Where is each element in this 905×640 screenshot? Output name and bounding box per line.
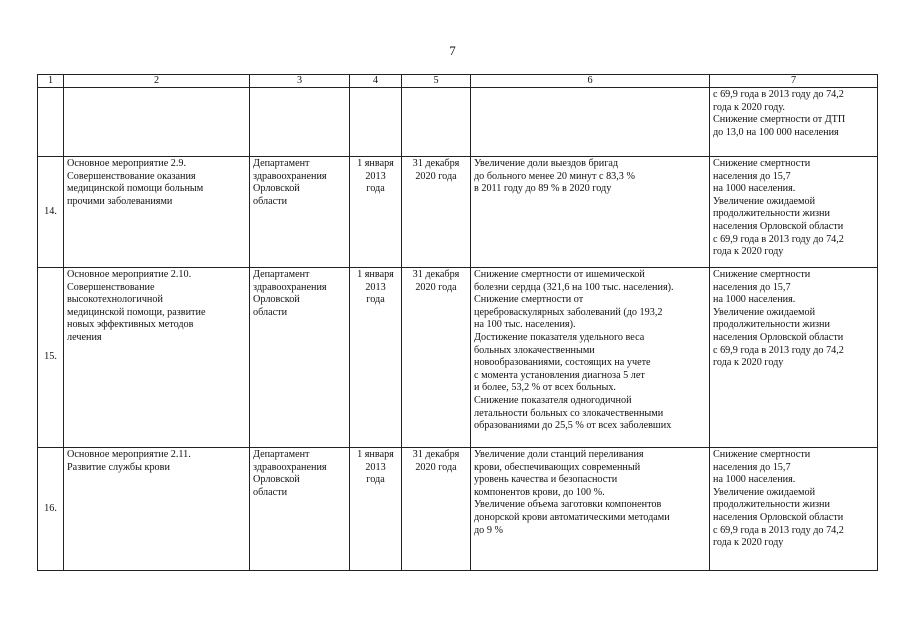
executor-cell — [250, 157, 350, 268]
cell-line: 2020 года — [415, 170, 457, 182]
cell-line: донорской крови автоматическими методами — [474, 511, 670, 523]
cell-line: здравоохранения — [253, 170, 327, 182]
cell-line: Департамент — [253, 449, 310, 460]
cell-line: года к 2020 году — [713, 246, 784, 258]
cell-line: новых эффективных методов — [67, 319, 194, 331]
cell-line: населения до 15,7 — [713, 461, 791, 473]
cell-line: до 13,0 на 100 000 населения — [713, 126, 839, 138]
table-row — [38, 268, 878, 448]
executor-cell — [250, 88, 350, 157]
cell-line: Орловской — [253, 183, 300, 195]
cell-line: прочими заболеваниями — [67, 195, 173, 207]
row-number-cell: 16. — [38, 448, 64, 571]
cell-line: 2013 — [365, 170, 386, 182]
cell-line: Снижение показателя одногодичной — [474, 394, 632, 406]
indicators-cell — [710, 448, 878, 571]
start-date-cell — [350, 268, 402, 448]
cell-line: здравоохранения — [253, 461, 327, 473]
cell-line: уровень качества и безопасности — [474, 474, 618, 486]
cell-line: образованиями до 25,5 % от всех заболевших — [474, 420, 672, 432]
cell-line: области — [253, 306, 288, 318]
activity-cell — [64, 157, 250, 268]
column-header: 5 — [402, 75, 471, 88]
result-cell — [471, 448, 710, 571]
cell-line: Основное мероприятие 2.9. — [67, 158, 187, 169]
indicators-cell — [710, 268, 878, 448]
cell-line: населения Орловской области — [713, 511, 844, 523]
activity-cell — [64, 448, 250, 571]
cell-line: 31 декабря — [412, 449, 460, 460]
cell-line: Увеличение объема заготовки компонентов — [474, 499, 662, 511]
column-header: 1 — [38, 75, 64, 88]
end-date-cell — [402, 448, 471, 571]
cell-line: населения Орловской области — [713, 220, 844, 232]
program-activities-table — [37, 74, 878, 571]
cell-line: Департамент — [253, 158, 310, 169]
row-number-cell: 15. — [38, 268, 64, 448]
cell-line: Увеличение ожидаемой — [713, 195, 816, 207]
cell-line: 31 декабря — [412, 269, 460, 280]
cell-line: Снижение смертности от ишемической — [474, 269, 645, 280]
row-number-cell — [38, 88, 64, 157]
activity-cell — [64, 268, 250, 448]
cell-line: на 1000 населения. — [713, 474, 796, 486]
end-date-cell — [402, 88, 471, 157]
cell-line: Основное мероприятие 2.10. — [67, 269, 192, 280]
table-row — [38, 157, 878, 268]
end-date-cell — [402, 157, 471, 268]
cell-line: до 9 % — [474, 524, 503, 536]
cell-line: Достижение показателя удельного веса — [474, 331, 645, 343]
cell-line: на 1000 населения. — [713, 183, 796, 195]
cell-line: Снижение смертности от ДТП — [713, 114, 846, 126]
cell-line: на 100 тыс. населения). — [474, 319, 576, 331]
cell-line: 1 января — [357, 158, 394, 169]
cell-line: с 69,9 года в 2013 году до 74,2 — [713, 89, 844, 100]
cell-line: продолжительности жизни — [713, 208, 830, 220]
cell-line: крови, обеспечивающих современный — [474, 461, 641, 473]
cell-line: на 1000 населения. — [713, 294, 796, 306]
column-header: 6 — [471, 75, 710, 88]
indicators-cell — [710, 88, 878, 157]
cell-line: летальности больных со злокачественными — [474, 407, 664, 419]
start-date-cell — [350, 157, 402, 268]
cell-line: высокотехнологичной — [67, 294, 163, 306]
cell-line: здравоохранения — [253, 281, 327, 293]
cell-line: населения до 15,7 — [713, 281, 791, 293]
cell-line: 2020 года — [415, 461, 457, 473]
result-cell — [471, 157, 710, 268]
cell-line: 2013 — [365, 281, 386, 293]
cell-line: компонентов крови, до 100 %. — [474, 486, 605, 498]
cell-line: и более, 53,2 % от всех больных. — [474, 382, 616, 394]
cell-line: продолжительности жизни — [713, 499, 830, 511]
result-cell — [471, 268, 710, 448]
cell-line: с момента установления диагноза 5 лет — [474, 369, 645, 381]
column-header: 7 — [710, 75, 878, 88]
table-header-row — [38, 75, 878, 88]
cell-line: 1 января — [357, 449, 394, 460]
cell-line: года — [366, 474, 385, 486]
start-date-cell — [350, 448, 402, 571]
cell-line: населения до 15,7 — [713, 170, 791, 182]
cell-line: года к 2020 году — [713, 537, 784, 549]
row-number-cell: 14. — [38, 157, 64, 268]
cell-line: продолжительности жизни — [713, 319, 830, 331]
cell-line: Увеличение ожидаемой — [713, 306, 816, 318]
cell-line: Увеличение ожидаемой — [713, 486, 816, 498]
cell-line: с 69,9 года в 2013 году до 74,2 — [713, 233, 844, 245]
cell-line: цереброваскулярных заболеваний (до 193,2 — [474, 306, 663, 318]
cell-line: Снижение смертности от — [474, 294, 584, 306]
cell-line: медицинской помощи, развитие — [67, 306, 206, 318]
executor-cell — [250, 448, 350, 571]
cell-line: новообразованиями, состоящих на учете — [474, 357, 651, 369]
page-number: 7 — [449, 43, 456, 58]
table-row — [38, 448, 878, 571]
cell-line: Снижение смертности — [713, 449, 811, 460]
cell-line: населения Орловской области — [713, 331, 844, 343]
cell-line: Основное мероприятие 2.11. — [67, 449, 191, 460]
cell-line: 31 декабря — [412, 158, 460, 169]
cell-line: Совершенствование — [67, 281, 155, 293]
end-date-cell — [402, 268, 471, 448]
cell-line: с 69,9 года в 2013 году до 74,2 — [713, 524, 844, 536]
column-header: 2 — [64, 75, 250, 88]
cell-line: в 2011 году до 89 % в 2020 году — [474, 183, 612, 195]
cell-line: области — [253, 195, 288, 207]
cell-line: Снижение смертности — [713, 158, 811, 169]
cell-line: больных злокачественными — [474, 344, 595, 356]
result-cell — [471, 88, 710, 157]
cell-line: 2013 — [365, 461, 386, 473]
cell-line: области — [253, 486, 288, 498]
cell-line: с 69,9 года в 2013 году до 74,2 — [713, 344, 844, 356]
cell-line: года к 2020 году. — [713, 101, 785, 113]
cell-line: года — [366, 294, 385, 306]
cell-line: 1 января — [357, 269, 394, 280]
cell-line: Снижение смертности — [713, 269, 811, 280]
cell-line: Департамент — [253, 269, 310, 280]
cell-line: болезни сердца (321,6 на 100 тыс. населения). — [474, 281, 674, 293]
executor-cell — [250, 268, 350, 448]
cell-line: медицинской помощи больным — [67, 183, 204, 195]
start-date-cell — [350, 88, 402, 157]
cell-line: до больного менее 20 минут с 83,3 % — [474, 170, 635, 182]
cell-line: 2020 года — [415, 281, 457, 293]
cell-line: Увеличение доли станций переливания — [474, 449, 644, 460]
column-header: 4 — [350, 75, 402, 88]
column-header: 3 — [250, 75, 350, 88]
cell-line: года к 2020 году — [713, 357, 784, 369]
cell-line: Увеличение доли выездов бригад — [474, 158, 619, 169]
cell-line: Развитие службы крови — [67, 461, 170, 473]
table-row-continuation — [38, 88, 878, 157]
indicators-cell — [710, 157, 878, 268]
cell-line: года — [366, 183, 385, 195]
cell-line: лечения — [67, 331, 102, 343]
cell-line: Орловской — [253, 474, 300, 486]
cell-line: Орловской — [253, 294, 300, 306]
cell-line: Совершенствование оказания — [67, 170, 196, 182]
activity-cell — [64, 88, 250, 157]
